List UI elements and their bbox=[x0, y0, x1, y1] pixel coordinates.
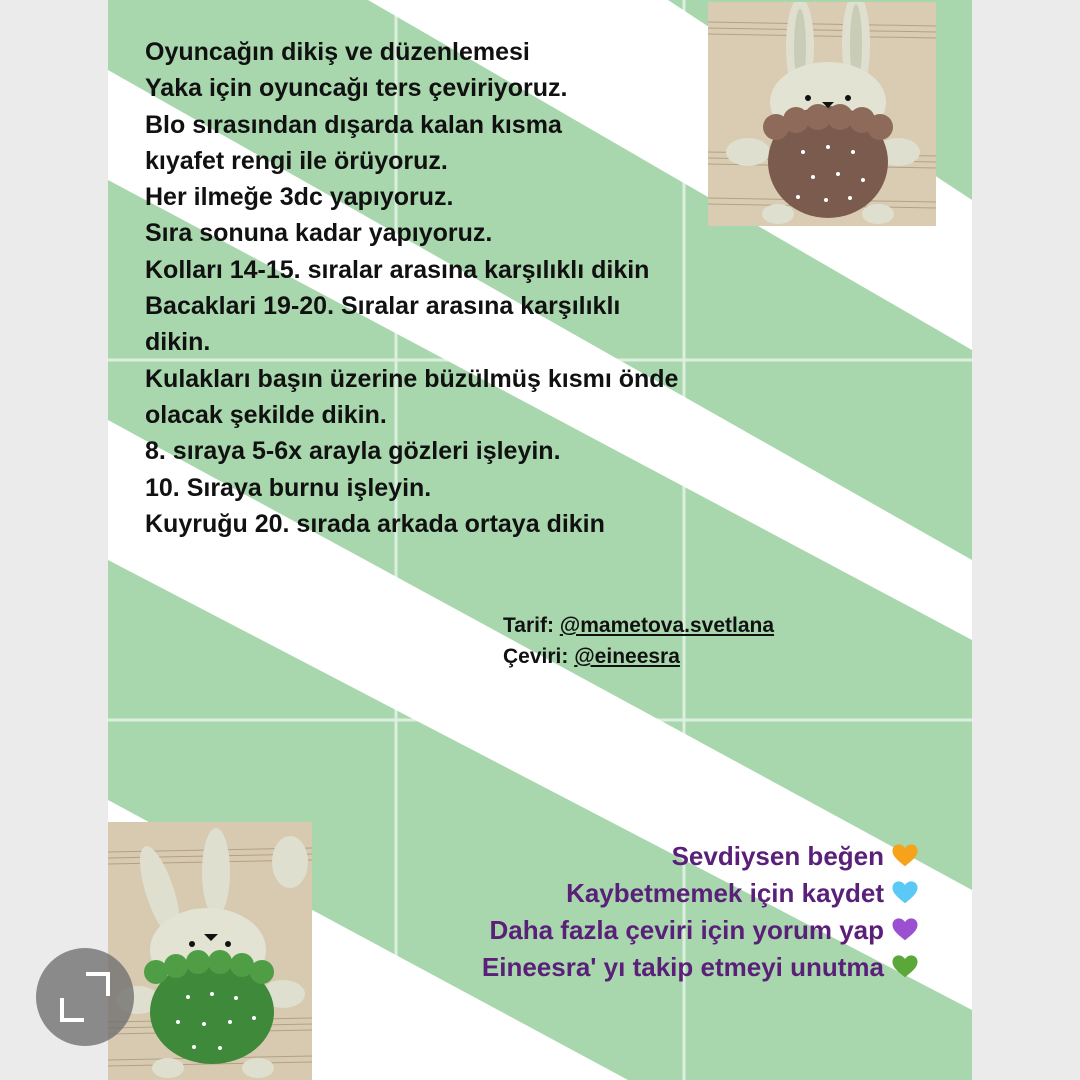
instruction-line: dikin. bbox=[145, 328, 211, 357]
instruction-line: Kuyruğu 20. sırada arkada ortaya dikin bbox=[145, 509, 605, 538]
instruction-line: 10. Sıraya burnu işleyin. bbox=[145, 473, 432, 502]
cta-line bbox=[482, 875, 920, 912]
instruction-line: Her ilmeğe 3dc yapıyoruz. bbox=[145, 183, 454, 212]
recipe-handle-link[interactable]: @mametova.svetlana bbox=[559, 614, 775, 637]
credits bbox=[503, 610, 774, 672]
cta-text: Daha fazla çeviri için yorum yap bbox=[489, 915, 884, 945]
translation-label: Çeviri: bbox=[503, 645, 575, 668]
instruction-line: kıyafet rengi ile örüyoruz. bbox=[145, 146, 448, 175]
expand-corners-icon bbox=[36, 948, 134, 1046]
instruction-line: Kulakları başın üzerine büzülmüş kısmı önde bbox=[145, 364, 679, 393]
instruction-line: Kolları 14-15. sıralar arasına karşılıklı dikin bbox=[145, 255, 650, 284]
recipe-card bbox=[108, 0, 972, 1080]
instruction-line: Yaka için oyuncağı ters çeviriyoruz. bbox=[145, 74, 568, 103]
recipe-label: Tarif: bbox=[503, 614, 560, 637]
expand-button[interactable] bbox=[36, 948, 134, 1046]
cta-line bbox=[482, 949, 920, 986]
instruction-line: Blo sırasından dışarda kalan kısma bbox=[145, 110, 562, 139]
blue-heart-icon bbox=[890, 877, 920, 907]
cta-line bbox=[482, 912, 920, 949]
cta-line bbox=[482, 838, 920, 875]
cta-text: Kaybetmemek için kaydet bbox=[566, 878, 884, 908]
purple-heart-icon bbox=[890, 914, 920, 944]
instruction-line: Bacaklari 19-20. Sıralar arasına karşılıklı bbox=[145, 292, 621, 321]
translation-handle-link[interactable]: @eineesra bbox=[574, 645, 680, 668]
recipe-credit bbox=[503, 610, 774, 641]
call-to-action bbox=[482, 838, 920, 986]
cta-text: Sevdiysen beğen bbox=[671, 841, 884, 871]
orange-heart-icon bbox=[890, 840, 920, 870]
instruction-line: 8. sıraya 5-6x arayla gözleri işleyin. bbox=[145, 437, 561, 466]
instructions-text bbox=[145, 34, 845, 542]
instruction-line: olacak şekilde dikin. bbox=[145, 400, 387, 429]
instruction-line: Sıra sonuna kadar yapıyoruz. bbox=[145, 219, 493, 248]
cta-text: Eineesra' yı takip etmeyi unutma bbox=[481, 952, 884, 982]
instruction-line: Oyuncağın dikiş ve düzenlemesi bbox=[145, 38, 530, 66]
bunny-photo-green bbox=[108, 822, 312, 1080]
translation-credit bbox=[503, 641, 774, 672]
green-heart-icon bbox=[890, 951, 920, 981]
